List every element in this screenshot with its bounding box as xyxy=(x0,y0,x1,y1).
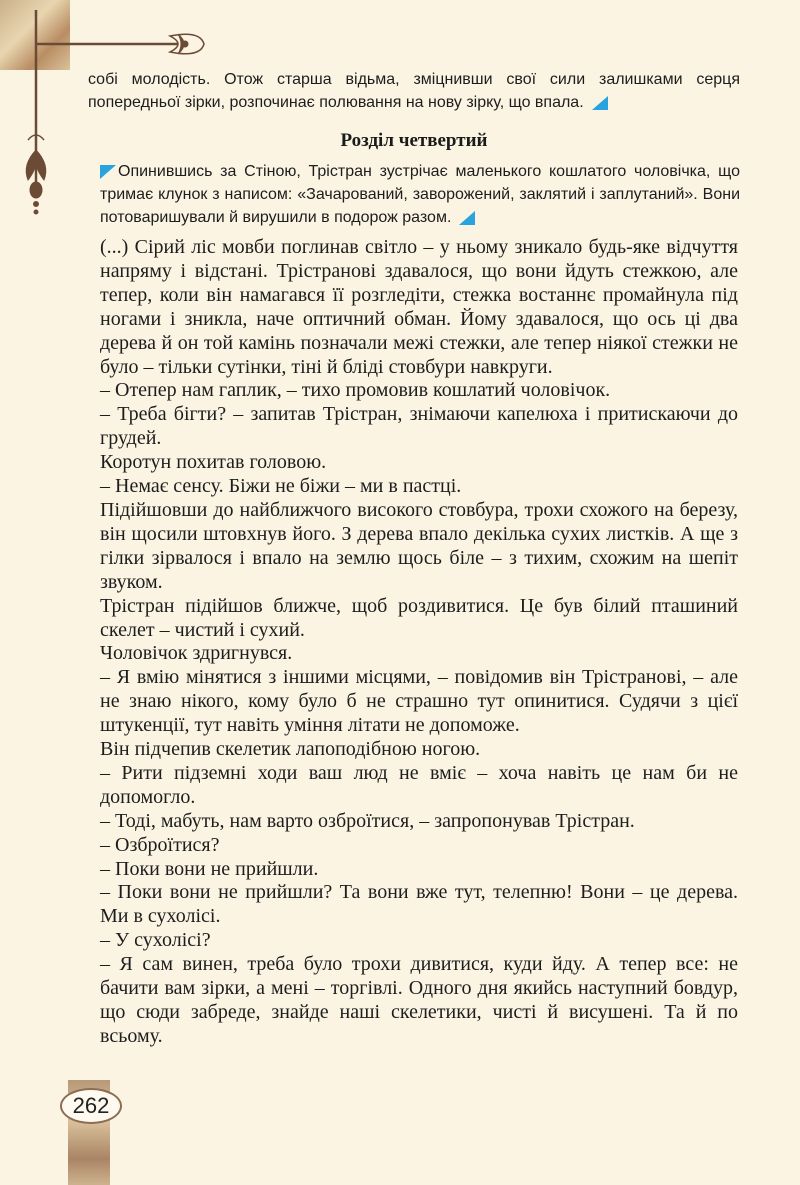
paragraph: – Треба бігти? – запитав Трістран, знімаючи капелюха і притискаючи до грудей. xyxy=(100,403,738,450)
paragraph: – Поки вони не прийшли. xyxy=(100,857,319,880)
triangle-marker-icon xyxy=(100,165,116,179)
chapter-summary xyxy=(100,160,740,229)
triangle-marker-icon xyxy=(592,96,608,110)
paragraph: Він підчепив скелетик лапоподібною ногою. xyxy=(100,738,481,761)
paragraph: – Я сам винен, треба було трохи дивитися, куди йду. А тепер все: не бачити вам зірки, а мені – торгівлі. Одного дня якийсь наступний бовдур, що сюди забреде, знайде наші скелетики, чисті й висушені. Та й по всьому. xyxy=(100,953,738,1047)
paragraph: – Озброїтися? xyxy=(100,833,220,856)
summary-text: Опинившись за Стіною, Трістран зустрічає маленького кошлатого чоловічка, що тримає клунок з написом: «Зачарований, заворожений, заклятий і заплутаний». Вони потоваришували й вирушили в подорож разом. xyxy=(100,163,740,226)
page-number: 262 xyxy=(60,1088,122,1124)
story-body xyxy=(100,236,738,1049)
paragraph: – У сухолісі? xyxy=(100,929,211,952)
intro-paragraph xyxy=(88,68,740,114)
paragraph: Підійшовши до найближчого високого стовбура, трохи схожого на березу, він щосили штовхнув його. З дерева впало декілька сухих листків. А ще з гілки зірвалося і впало на землю щось біле – з тихим, схожим на шепіт звуком. xyxy=(100,498,738,593)
paragraph: Чоловічок здригнувся. xyxy=(100,642,293,665)
paragraph: Коротун похитав головою. xyxy=(100,451,327,474)
chapter-title: Розділ четвертий xyxy=(340,130,488,151)
intro-text: собі молодість. Отож старша відьма, зміцнивши свої сили залишками серця попередньої зірки, розпочинає полювання на нову зірку, що впала. xyxy=(88,71,740,111)
paragraph: – Немає сенсу. Біжи не біжи – ми в пастці. xyxy=(100,475,462,498)
paragraph: – Поки вони не прийшли? Та вони вже тут, телепню! Вони – це дерева. Ми в сухолісі. xyxy=(100,881,738,928)
paragraph: Трістран підійшов ближче, щоб роздивитися. Це був білий пташиний скелет – чистий і сухий. xyxy=(100,594,738,641)
paragraph: – Отепер нам гаплик, – тихо промовив кошлатий чоловічок. xyxy=(100,379,611,402)
paragraph: (...) Сірий ліс мовби поглинав світло – у ньому зникало будь-яке відчуття напряму і відстані. Трістранові здавалося, що вони йдуть стежкою, але тепер, коли він намагався її розгледіти, стежка востаннє промайнула під ногами і зникла, наче оптичний обман. Йому здавалося, що ось ці два дерева й он той камінь позначали межі стежки, але тепер ніякої стежки не було – тільки сутінки, тіні й бліді стовбури навкруги. xyxy=(100,236,738,378)
paragraph: – Рити підземні ходи ваш люд не вміє – хоча навіть це нам би не допомогло. xyxy=(100,761,738,808)
triangle-marker-icon xyxy=(459,211,475,225)
paragraph: – Я вмію мінятися з іншими місцями, – повідомив він Трістранові, – але не знаю нікого, кому було б не страшно тут опинитися. Судячи з цієї штукенції, тут навіть уміння літати не допоможе. xyxy=(100,666,738,737)
paragraph: – Тоді, мабуть, нам варто озброїтися, – запропонував Трістран. xyxy=(100,809,635,832)
